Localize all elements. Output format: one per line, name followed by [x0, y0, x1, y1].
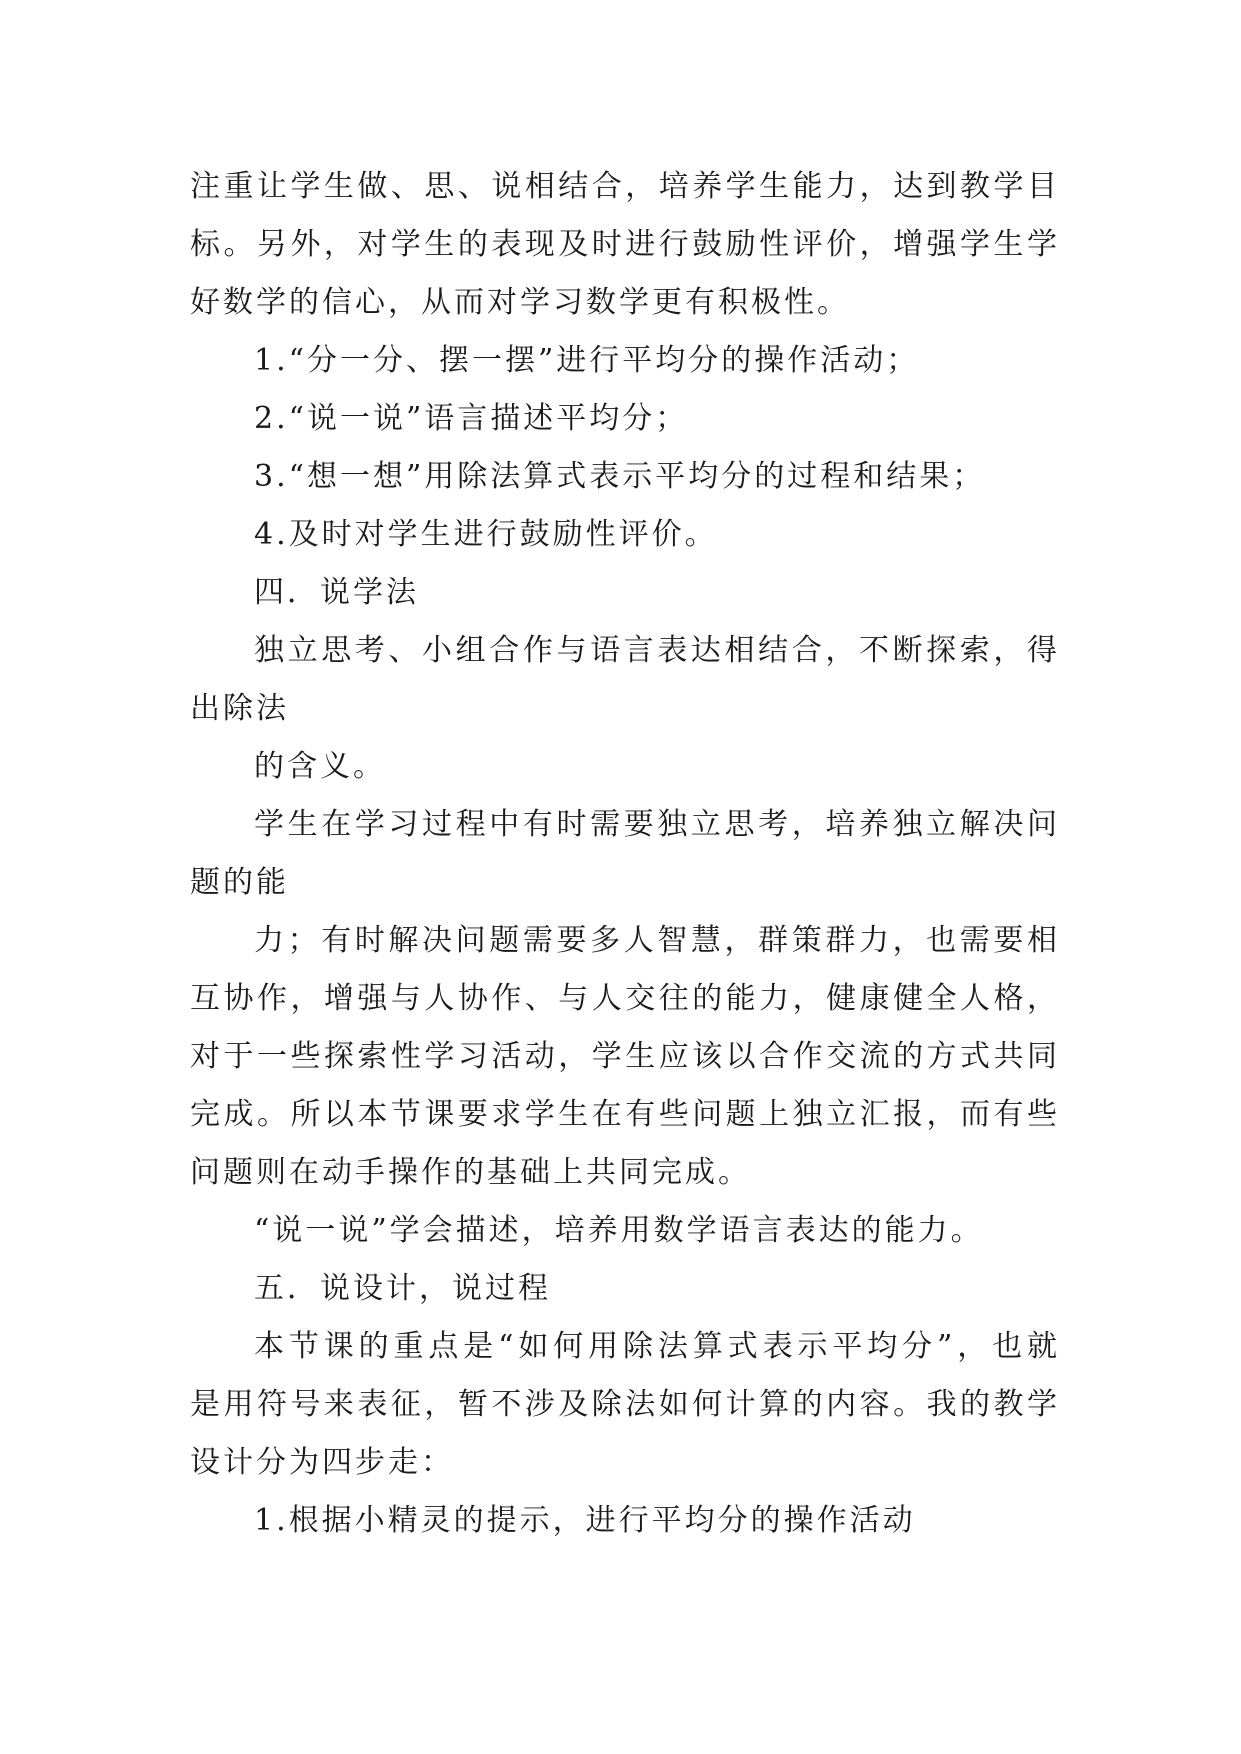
text-line: 出除法 — [190, 691, 289, 726]
text-line: 设计分为四步走： — [190, 1445, 454, 1480]
text-line: 互协作，增强与人协作、与人交往的能力，健康健全人格， — [190, 981, 1060, 1016]
text-line: 1.“分一分、摆一摆”进行平均分的操作活动； — [254, 343, 920, 378]
text-line: 问题则在动手操作的基础上共同完成。 — [190, 1155, 751, 1190]
text-line: 3.“想一想”用除法算式表示平均分的过程和结果； — [254, 459, 986, 494]
text-line: 对于一些探索性学习活动，学生应该以合作交流的方式共同 — [190, 1039, 1060, 1074]
text-line: 好数学的信心，从而对学习数学更有积极性。 — [190, 285, 850, 320]
text-line: 2.“说一说”语言描述平均分； — [254, 401, 689, 436]
text-line: 标。另外，对学生的表现及时进行鼓励性评价，增强学生学 — [190, 227, 1060, 262]
text-line: 独立思考、小组合作与语言表达相结合，不断探索，得 — [254, 633, 1060, 668]
text-line: 是用符号来表征，暂不涉及除法如何计算的内容。我的教学 — [190, 1387, 1060, 1422]
document-body — [190, 158, 1060, 1550]
text-line: 四．说学法 — [254, 575, 419, 610]
text-line: 1.根据小精灵的提示，进行平均分的操作活动 — [254, 1503, 916, 1538]
text-line: 题的能 — [190, 865, 289, 900]
text-line: 力；有时解决问题需要多人智慧，群策群力，也需要相 — [254, 923, 1060, 958]
text-line: 完成。所以本节课要求学生在有些问题上独立汇报，而有些 — [190, 1097, 1060, 1132]
text-line: 五．说设计，说过程 — [254, 1271, 551, 1306]
text-line: 的含义。 — [254, 749, 386, 784]
text-line: 本节课的重点是“如何用除法算式表示平均分”，也就 — [254, 1329, 1060, 1364]
text-line: “说一说”学会描述，培养用数学语言表达的能力。 — [254, 1213, 984, 1248]
text-line: 学生在学习过程中有时需要独立思考，培养独立解决问 — [254, 807, 1060, 842]
text-line: 注重让学生做、思、说相结合，培养学生能力，达到教学目 — [190, 169, 1060, 204]
text-line: 4.及时对学生进行鼓励性评价。 — [254, 517, 718, 552]
